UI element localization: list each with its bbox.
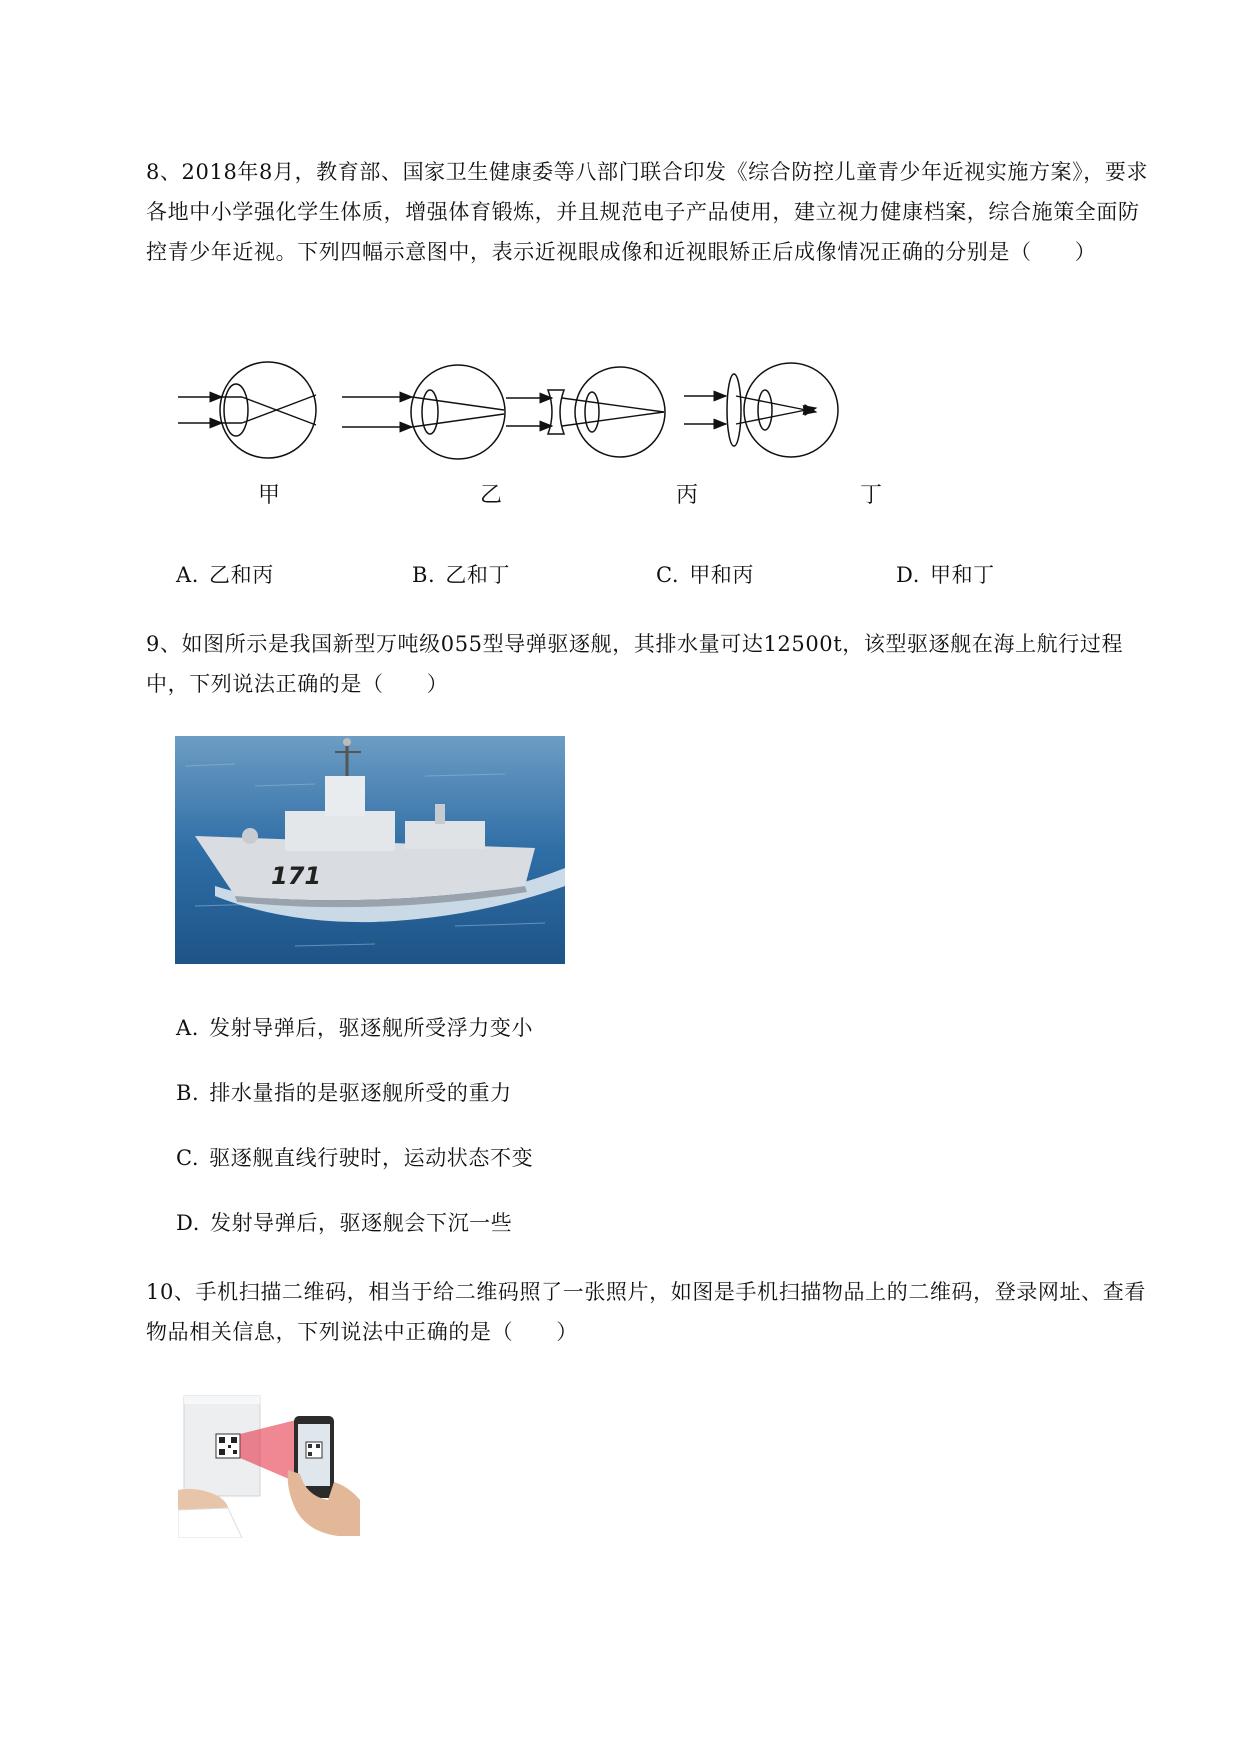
- destroyer-photo: [175, 736, 565, 964]
- option-text: 甲和丁: [929, 563, 995, 587]
- option-label: A.: [176, 563, 200, 587]
- option-label: B.: [412, 563, 436, 587]
- option-text: 乙和丙: [209, 563, 274, 587]
- question-9-text: 9、如图所示是我国新型万吨级055型导弹驱逐舰，其排水量可达12500t，该型驱逐舰在海上航行过程中，下列说法正确的是（ ）: [146, 632, 1124, 696]
- option-label: D.: [176, 1211, 200, 1235]
- question-10-text: 10、手机扫描二维码，相当于给二维码照了一张照片，如图是手机扫描物品上的二维码，登录网址、查看物品相关信息，下列说法中正确的是（ ）: [146, 1280, 1146, 1344]
- option-text: 发射导弹后，驱逐舰会下沉一些: [209, 1211, 513, 1235]
- eye-diagrams: [176, 350, 956, 520]
- option-text: 甲和丙: [689, 563, 755, 587]
- q8-option-d[interactable]: [896, 560, 995, 590]
- option-label: A.: [176, 1016, 200, 1040]
- diagram-label-ding: 丁: [860, 483, 883, 508]
- q9-option-c[interactable]: [176, 1143, 533, 1173]
- q8-option-a[interactable]: [176, 560, 274, 590]
- q8-option-c[interactable]: [656, 560, 754, 590]
- option-label: D.: [896, 563, 920, 587]
- eye-diagram-ding: [684, 363, 838, 457]
- option-text: 发射导弹后，驱逐舰所受浮力变小: [209, 1016, 534, 1040]
- option-label: B.: [176, 1081, 200, 1105]
- qr-scan-photo: [178, 1390, 360, 1538]
- option-label: C.: [656, 563, 680, 587]
- option-text: 乙和丁: [445, 563, 511, 587]
- question-8-text: 8、2018年8月，教育部、国家卫生健康委等八部门联合印发《综合防控儿童青少年近视实施方案》，要求各地中小学强化学生体质，增强体育锻炼，并且规范电子产品使用，建立视力健康档案，综合施策全面防控青少年近视。下列四幅示意图中，表示近视眼成像和近视眼矫正后成像情况正确的分别是（ ）: [146, 160, 1149, 264]
- hull-number: 171: [271, 862, 322, 890]
- diagram-label-yi: 乙: [480, 483, 503, 508]
- diagram-label-jia: 甲: [258, 483, 281, 508]
- option-text: 驱逐舰直线行驶时，运动状态不变: [209, 1146, 534, 1170]
- option-label: C.: [176, 1146, 200, 1170]
- eye-diagram-yi: [342, 365, 505, 459]
- q9-option-b[interactable]: [176, 1078, 512, 1108]
- q9-option-a[interactable]: [176, 1013, 533, 1043]
- q9-option-d[interactable]: [176, 1208, 512, 1238]
- q8-option-b[interactable]: [412, 560, 510, 590]
- eye-diagram-bing: [506, 367, 665, 457]
- diagram-label-bing: 丙: [676, 483, 699, 508]
- eye-diagram-jia: [178, 362, 316, 458]
- option-text: 排水量指的是驱逐舰所受的重力: [209, 1081, 512, 1105]
